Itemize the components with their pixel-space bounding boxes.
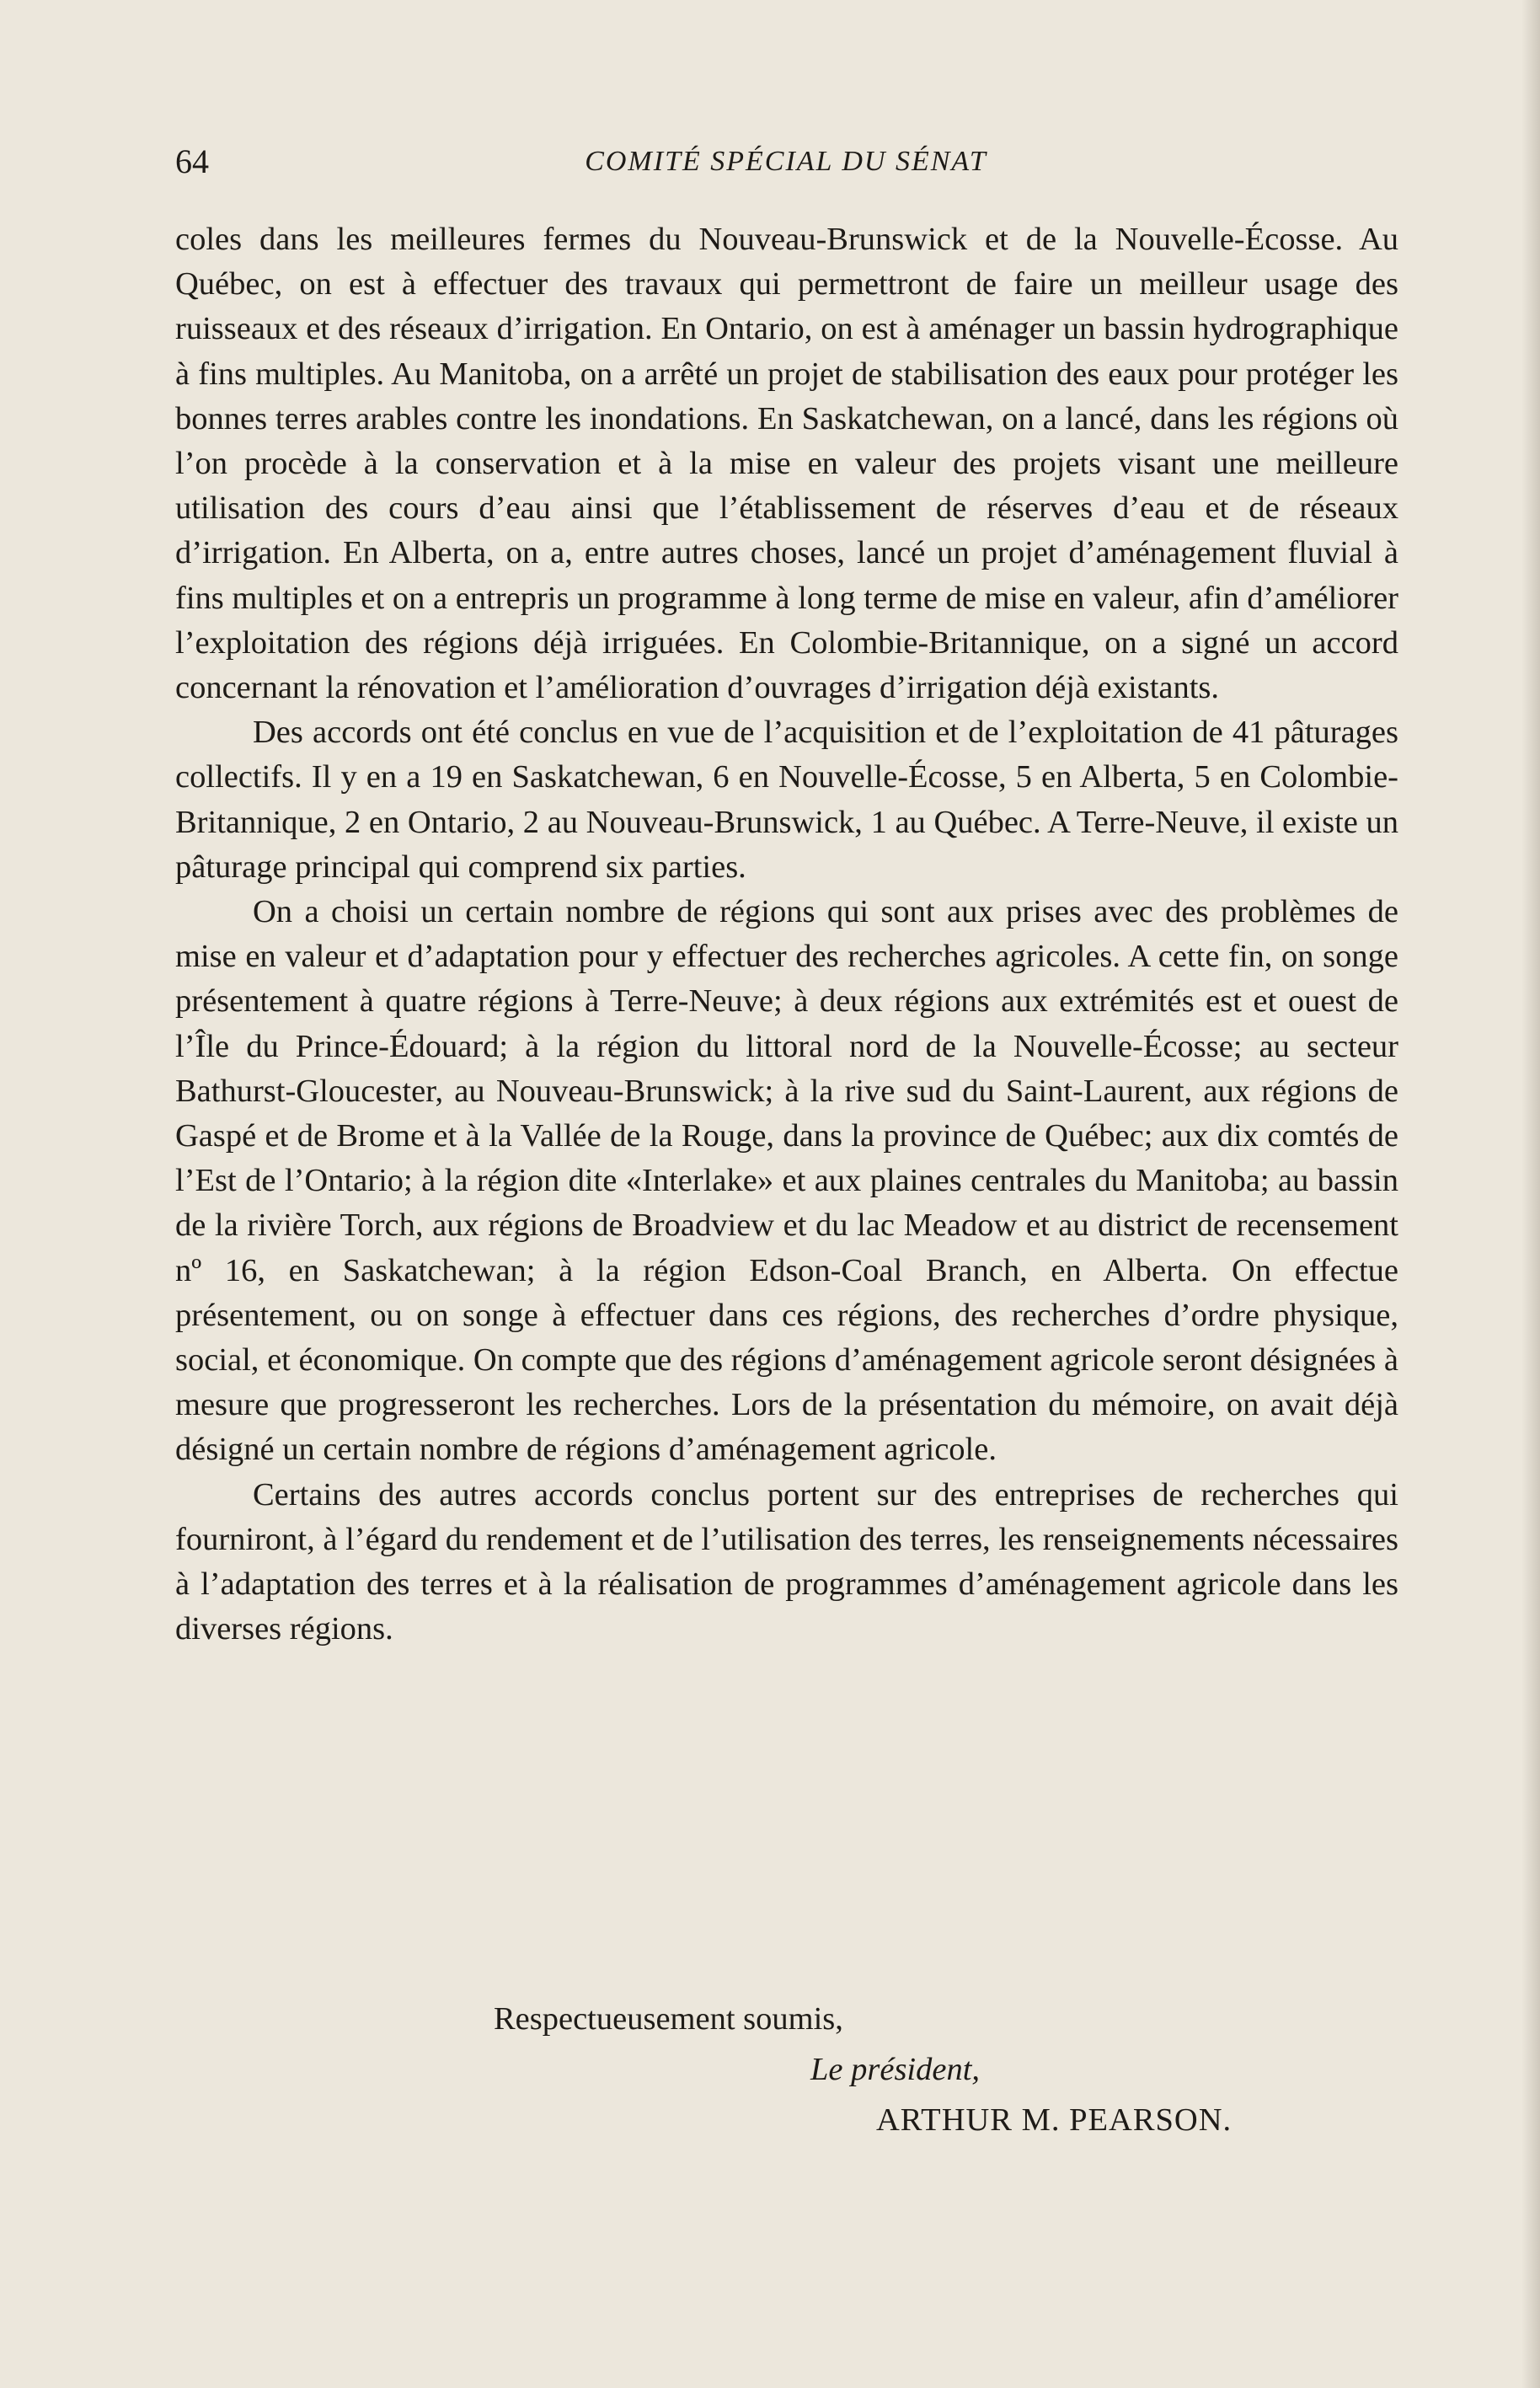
signatory-name: ARTHUR M. PEARSON. [876,2102,1233,2138]
closing-salutation: Respectueusement soumis, [494,2001,843,2037]
paragraph-1: coles dans les meilleures fermes du Nouveau-Brunswick et de la Nouvelle-Écosse. Au Québec, on est à effectuer des travaux qui permettront de faire un meilleur usage des ruisseaux et des réseaux d’irrigation. En Ontario, on est à aménager un bassin hydrographique à fins multiples. Au Manitoba, on a arrêté un projet de stabilisation des eaux pour protéger les bonnes terres arables contre les inondations. En Saskatchewan, on a lancé, dans les régions où l’on procède à la conservation et à la mise en valeur des projets visant une meilleure utilisation des cours d’eau ainsi que l’établissement de réserves d’eau et de réseaux d’irrigation. En Alberta, on a, entre autres choses, lancé un projet d’aménagement fluvial à fins multiples et on a entrepris un programme à long terme de mise en valeur, afin d’améliorer l’exploitation des régions déjà irriguées. En Colombie-Britannique, on a signé un accord concernant la rénovation et l’amélioration d’ouvrages d’irrigation déjà existants. [175,222,1398,706]
closing-block [175,1994,1398,2145]
signatory-role: Le président, [810,2052,981,2087]
page-header [175,138,1397,189]
paragraph-4: Certains des autres accords conclus portent sur des entreprises de recherches qui fourniront, à l’égard du rendement et de l’utilisation des terres, les renseignements nécessaires à l’adaptation des terres et à la réalisation de programmes d’aménagement agricole dans les diverses régions. [175,1476,1398,1647]
body-text [175,217,1398,1652]
running-title: COMITÉ SPÉCIAL DU SÉNAT [585,146,987,177]
page-number: 64 [175,142,209,180]
paragraph-3: On a choisi un certain nombre de régions qui sont aux prises avec des problèmes de mise en valeur et d’adaptation pour y effectuer des recherches agricoles. A cette fin, on songe présentement à quatre régions à Terre-Neuve; à deux régions aux extrémités est et ouest de l’Île du Prince-Édouard; à la région du littoral nord de la Nouvelle-Écosse; au secteur Bathurst-Gloucester, au Nouveau-Brunswick; à la rive sud du Saint-Laurent, aux régions de Gaspé et de Brome et à la Vallée de la Rouge, dans la province de Québec; aux dix comtés de l’Est de l’Ontario; à la région dite «Interlake» et aux plaines centrales du Manitoba; au bassin de la rivière Torch, aux régions de Broadview et du lac Meadow et au district de recensement nº 16, en Saskatchewan; à la région Edson-Coal Branch, en Alberta. On effectue présentement, ou on songe à effectuer dans ces régions, des recherches d’ordre physique, social, et économique. On compte que des régions d’aménagement agricole seront désignées à mesure que progresseront les recherches. Lors de la présentation du mémoire, on avait déjà désigné un certain nombre de régions d’aménagement agricole. [175,894,1398,1468]
paragraph-2: Des accords ont été conclus en vue de l’acquisition et de l’exploitation de 41 pâturages collectifs. Il y en a 19 en Saskatchewan, 6 en Nouvelle-Écosse, 5 en Alberta, 5 en Colombie-Britannique, 2 en Ontario, 2 au Nouveau-Brunswick, 1 au Québec. A Terre-Neuve, il existe un pâturage principal qui comprend six parties. [175,715,1398,885]
page-edge-shadow [1521,0,1540,2388]
